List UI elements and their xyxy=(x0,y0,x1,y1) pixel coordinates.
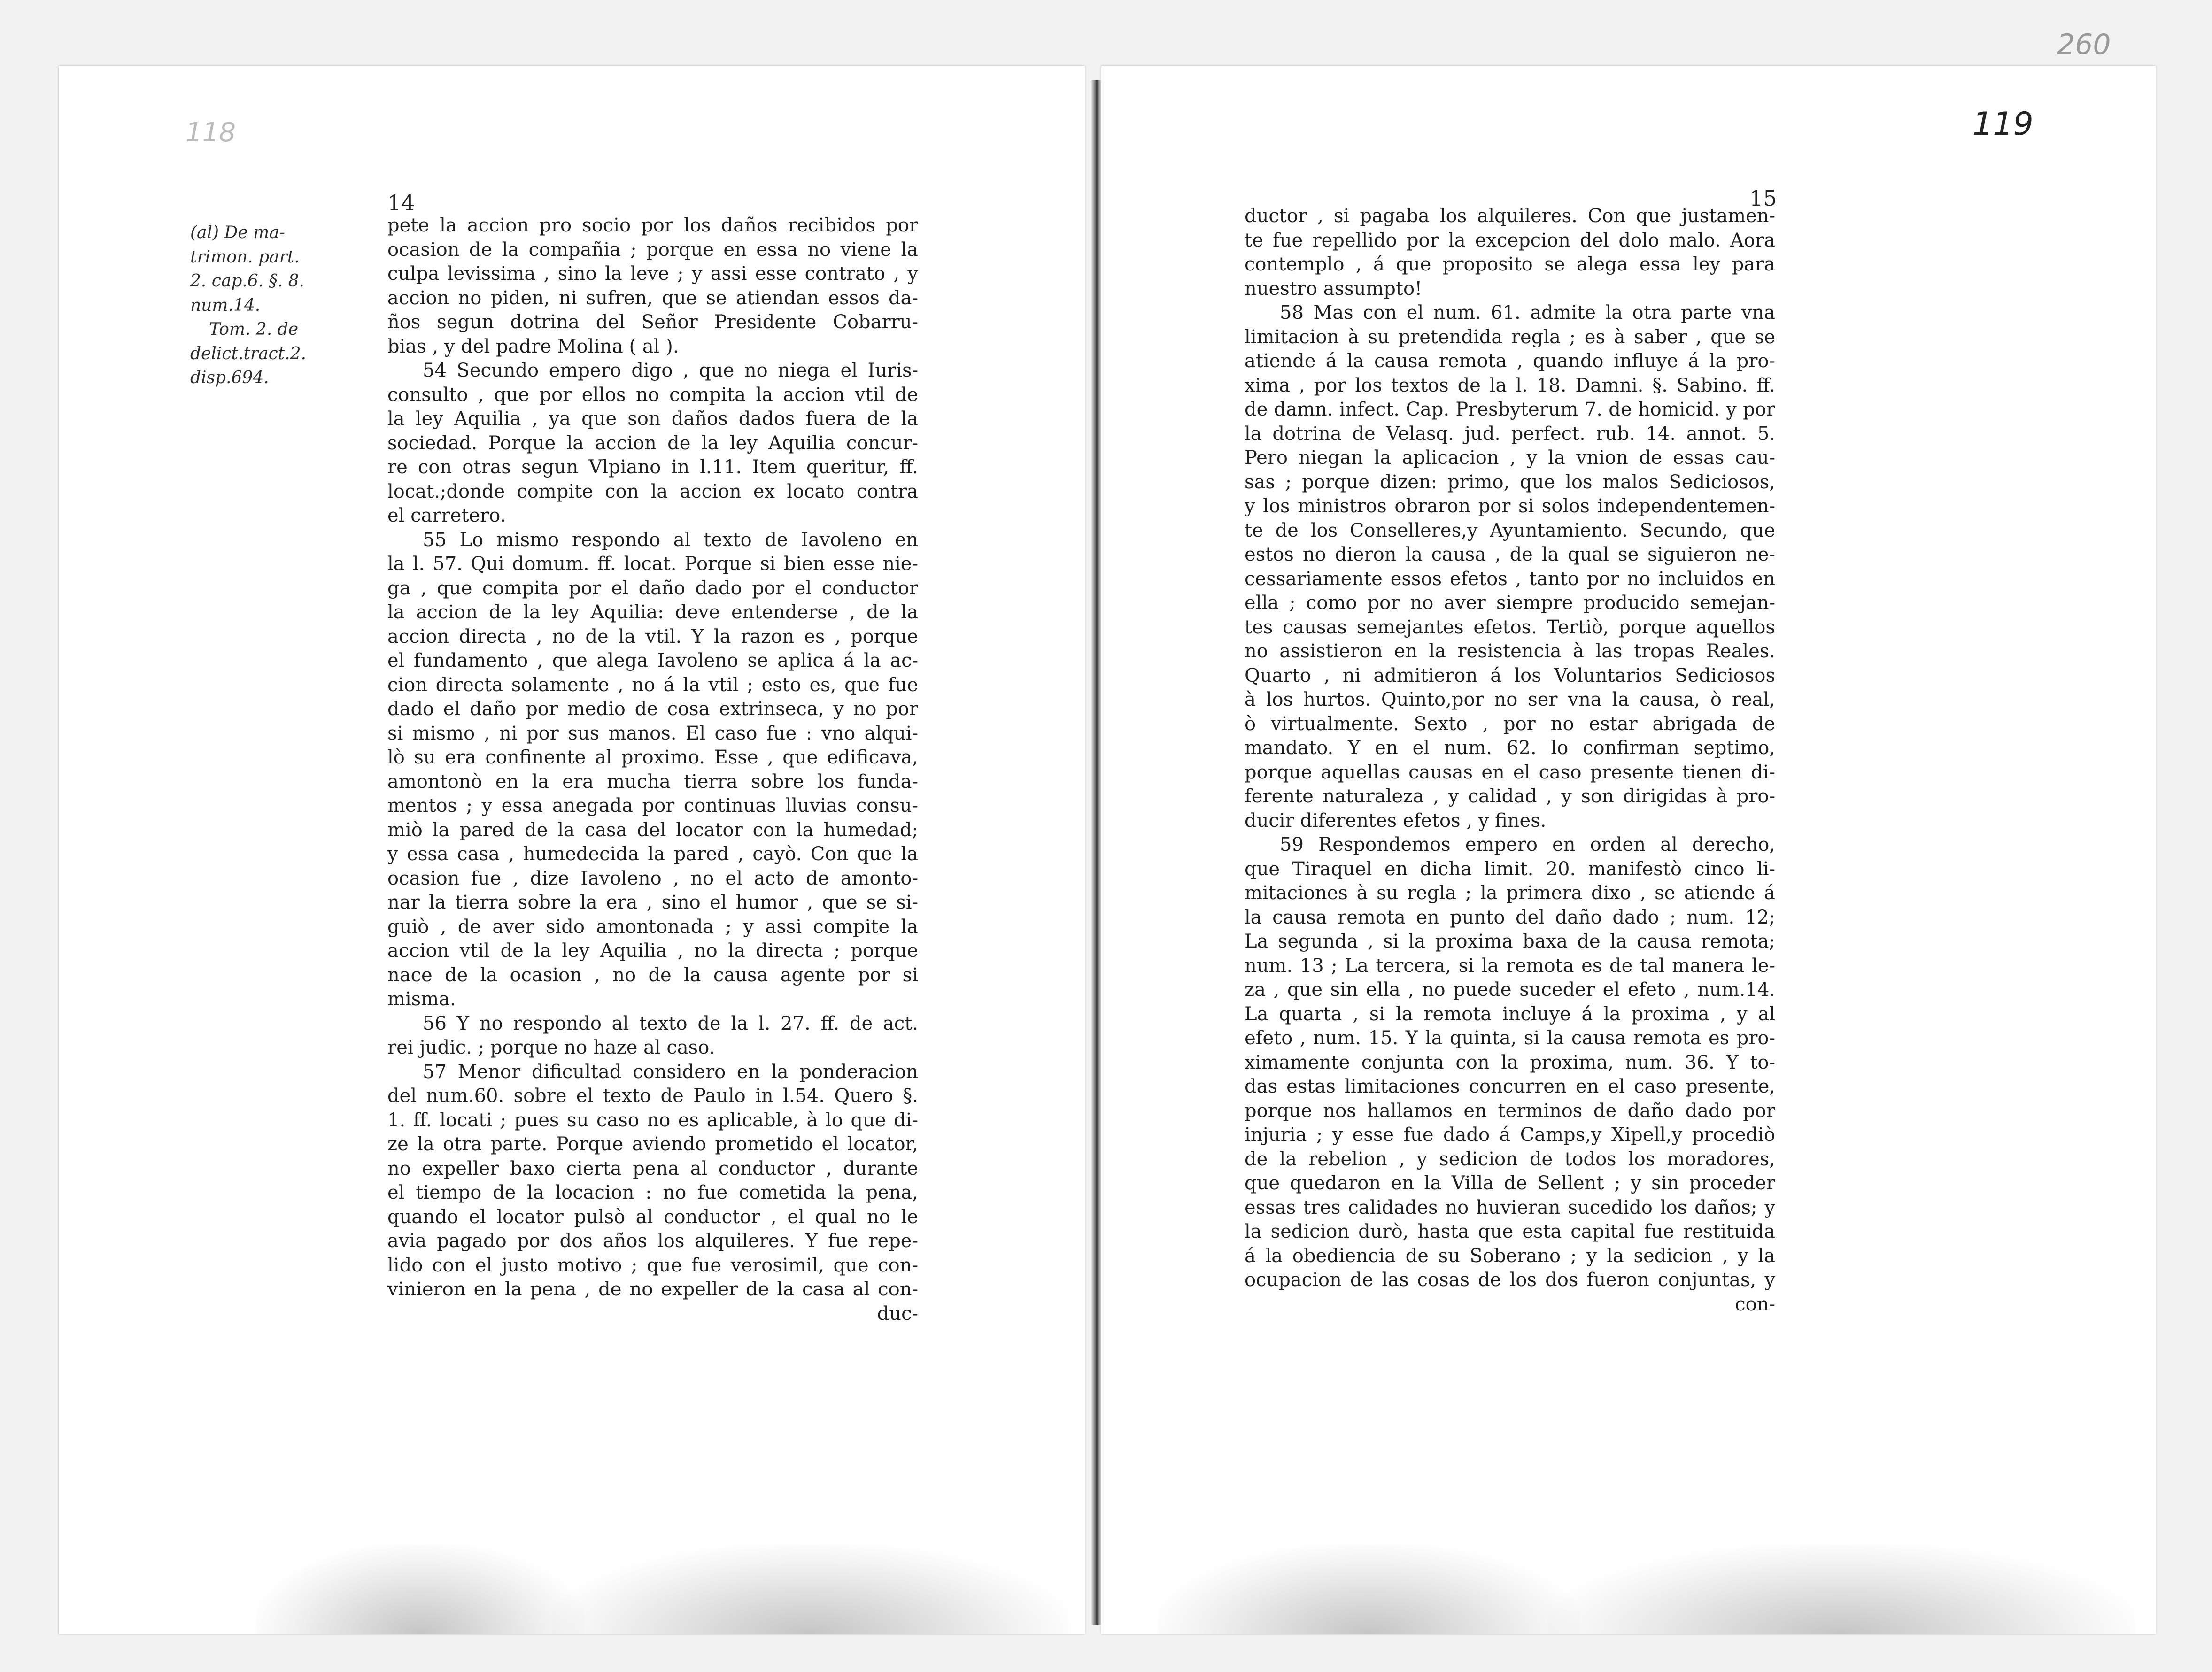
catchword: con- xyxy=(1735,1293,1775,1315)
text-line: que quedaron en la Villa de Sellent ; y sin proceder xyxy=(1245,1172,1775,1194)
text-line: à los hurtos. Quinto,por no ser vna la causa, ò real, xyxy=(1245,689,1775,710)
text-line: essas tres calidades no huvieran sucedido los daños; y xyxy=(1245,1196,1775,1218)
text-line: la l. 57. Qui domum. ff. locat. Porque si bien esse nie- xyxy=(387,553,918,575)
text-line: bias , y del padre Molina ( al ). xyxy=(387,335,679,357)
paragraph-start-line: 54 Secundo empero digo , que no niega el Iuris- xyxy=(423,360,918,381)
text-line: ducir diferentes efetos , y fines. xyxy=(1245,809,1547,832)
text-line: culpa levissima , sino la leve ; y assi esse contrato , y xyxy=(387,263,918,285)
text-line: ga , que compita por el daño dado por el conductor xyxy=(387,577,918,599)
text-line: accion no piden, ni sufren, que se atiendan essos da- xyxy=(387,287,918,309)
text-line: te de los Conselleres,y Ayuntamiento. Secundo, que xyxy=(1245,519,1775,541)
text-line: que Tiraquel en dicha limit. 20. manifestò cinco li- xyxy=(1245,858,1775,880)
text-line: Pero niegan la aplicacion , y la vnion de essas cau- xyxy=(1245,447,1775,469)
text-line: ductor , si pagaba los alquileres. Con que justamen- xyxy=(1245,205,1775,227)
text-line: La segunda , si la proxima baxa de la causa remota; xyxy=(1245,931,1775,952)
margin-note-line: 2. cap.6. §. 8. xyxy=(190,271,304,291)
text-line: das estas limitaciones concurren en el caso presente, xyxy=(1245,1076,1775,1097)
text-line: cion directa solamente , no á la vtil ; esto es, que fue xyxy=(387,674,918,696)
text-line: locat.;donde compite con la accion ex locato contra xyxy=(387,480,918,502)
text-line: si mismo , ni por sus manos. El caso fue : vno alqui- xyxy=(387,722,918,744)
text-line: y los ministros obraron por si solos independentemen- xyxy=(1245,495,1775,517)
margin-note-line: (al) De ma- xyxy=(190,223,285,242)
text-line: za , que sin ella , no puede suceder el efeto , num.14. xyxy=(1245,979,1775,1001)
text-line: la sedicion durò, hasta que esta capital fue restituida xyxy=(1245,1221,1775,1242)
text-line: á la obediencia de su Soberano ; y la sedicion , y la xyxy=(1245,1245,1775,1267)
text-line: 1. ff. locati ; pues su caso no es aplicable, à lo que di- xyxy=(387,1109,918,1131)
text-line: el tiempo de la locacion : no fue cometida la pena, xyxy=(387,1182,918,1203)
text-line: accion vtil de la ley Aquilia , no la directa ; porque xyxy=(387,940,918,962)
text-line: lò su era confinente al proximo. Esse , que edificava, xyxy=(387,747,918,768)
text-line: misma. xyxy=(387,988,456,1010)
text-line: nar la tierra sobre la era , sino el humor , que se si- xyxy=(387,892,918,913)
paragraph-start-line: 56 Y no respondo al texto de la l. 27. ff. de act. xyxy=(423,1012,918,1034)
right-page-number: 15 xyxy=(1749,185,1777,211)
text-line: pete la accion pro socio por los daños recibidos por xyxy=(387,215,918,236)
water-stain xyxy=(1547,1545,2135,1634)
catchword: duc- xyxy=(877,1302,918,1325)
margin-note-line: Tom. 2. de xyxy=(209,320,299,339)
text-line: miò la pared de la casa del locator con la humedad; xyxy=(387,819,918,841)
text-line: el carretero. xyxy=(387,505,506,526)
text-line: ocupacion de las cosas de los dos fueron conjuntas, y xyxy=(1245,1269,1775,1291)
text-line: accion directa , no de la vtil. Y la razon es , porque xyxy=(387,625,918,647)
water-stain xyxy=(552,1545,1068,1634)
right-archive-number-top: 260 xyxy=(2057,28,2111,61)
text-line: ños segun dotrina del Señor Presidente Cobarru- xyxy=(387,311,918,333)
text-line: re con otras segun Vlpiano in l.11. Item queritur, ff. xyxy=(387,456,918,478)
text-line: nace de la ocasion , no de la causa agente por si xyxy=(387,964,918,986)
text-line: ocasion de la compañia ; porque en essa no viene la xyxy=(387,239,918,261)
left-archive-number: 118 xyxy=(186,117,236,148)
text-line: avia pagado por dos años los alquileres. Y fue repe- xyxy=(387,1230,918,1252)
left-page-text xyxy=(387,214,918,1326)
text-line: del num.60. sobre el texto de Paulo in l.54. Quero §. xyxy=(387,1085,918,1107)
text-line: porque aquellas causas en el caso presente tienen di- xyxy=(1245,761,1775,783)
text-line: ze la otra parte. Porque aviendo prometido el locator, xyxy=(387,1133,918,1155)
text-line: no assistieron en la resistencia à las tropas Reales. xyxy=(1245,640,1775,662)
text-line: cessariamente essos efetos , tanto por no incluidos en xyxy=(1245,568,1775,590)
text-line: contemplo , á que proposito se alega essa ley para xyxy=(1245,254,1775,275)
paragraph-start-line: 59 Respondemos empero en orden al derecho, xyxy=(1280,834,1775,855)
text-line: porque nos hallamos en terminos de daño dado por xyxy=(1245,1100,1775,1122)
right-archive-number: 119 xyxy=(1972,106,2034,143)
text-line: consulto , que por ellos no compita la accion vtil de xyxy=(387,384,918,406)
text-line: injuria ; y esse fue dado á Camps,y Xipell,y procediò xyxy=(1245,1124,1775,1146)
text-line: de la rebelion , y sedicion de todos los moradores, xyxy=(1245,1148,1775,1170)
text-line: amontonò en la era mucha tierra sobre los funda- xyxy=(387,771,918,793)
margin-note-line: num.14. xyxy=(190,295,261,315)
text-line: tes causas semejantes efetos. Tertiò, porque aquellos xyxy=(1245,616,1775,638)
text-line: estos no dieron la causa , de la qual se siguieron ne- xyxy=(1245,544,1775,565)
text-line: la dotrina de Velasq. jud. perfect. rub. 14. annot. 5. xyxy=(1245,423,1775,445)
text-line: xima , por los textos de la l. 18. Damni. §. Sabino. ff. xyxy=(1245,374,1775,396)
paragraph-start-line: 58 Mas con el num. 61. admite la otra parte vna xyxy=(1280,302,1775,324)
margin-note-line: delict.tract.2. xyxy=(190,344,307,363)
text-line: no expeller baxo cierta pena al conductor , durante xyxy=(387,1157,918,1179)
text-line: quando el locator pulsò al conductor , el qual no le xyxy=(387,1206,918,1228)
water-stain xyxy=(1158,1545,1580,1634)
book-spine xyxy=(1091,80,1102,1625)
text-line: sas ; porque dizen: primo, que los malos Sediciosos, xyxy=(1245,471,1775,493)
text-line: atiende á la causa remota , quando influye á la pro- xyxy=(1245,350,1775,372)
text-line: dado el daño por medio de cosa extrinseca, y no por xyxy=(387,698,918,720)
text-line: la ley Aquilia , ya que son daños dados fuera de la xyxy=(387,408,918,430)
text-line: lido con el justo motivo ; que fue verosimil, que con- xyxy=(387,1254,918,1276)
text-line: guiò , de aver sido amontonada ; y assi compite la xyxy=(387,916,918,938)
text-line: ferente naturaleza , y calidad , y son dirigidas à pro- xyxy=(1245,786,1775,807)
water-stain xyxy=(256,1545,585,1634)
text-line: limitacion à su pretendida regla ; es à saber , que se xyxy=(1245,326,1775,348)
text-line: ximamente conjunta con la proxima, num. 36. Y to- xyxy=(1245,1051,1775,1073)
right-page-text xyxy=(1245,204,1775,1317)
margin-note-line: disp.694. xyxy=(190,368,269,387)
paragraph-start-line: 55 Lo mismo respondo al texto de Iavoleno en xyxy=(423,529,918,551)
text-line: vinieron en la pena , de no expeller de la casa al con- xyxy=(387,1279,918,1300)
text-line: te fue repellido por la excepcion del dolo malo. Aora xyxy=(1245,229,1775,251)
margin-note xyxy=(190,221,355,390)
text-line: ella ; como por no aver siempre producido semejan- xyxy=(1245,592,1775,614)
text-line: mandato. Y en el num. 62. lo confirman septimo, xyxy=(1245,737,1775,759)
text-line: la causa remota en punto del daño dado ; num. 12; xyxy=(1245,906,1775,928)
text-line: efeto , num. 15. Y la quinta, si la causa remota es pro- xyxy=(1245,1027,1775,1049)
text-line: Quarto , ni admitieron á los Voluntarios Sediciosos xyxy=(1245,664,1775,686)
paragraph-start-line: 57 Menor dificultad considero en la ponderacion xyxy=(423,1061,918,1083)
text-line: ò virtualmente. Sexto , por no estar abrigada de xyxy=(1245,713,1775,735)
text-line: de damn. infect. Cap. Presbyterum 7. de homicid. y por xyxy=(1245,399,1775,420)
text-line: mentos ; y essa anegada por continuas lluvias consu- xyxy=(387,795,918,817)
text-line: La quarta , si la remota incluye á la proxima , y al xyxy=(1245,1003,1775,1025)
text-line: el fundamento , que alega Iavoleno se aplica á la ac- xyxy=(387,650,918,671)
text-line: y essa casa , humedecida la pared , cayò. Con que la xyxy=(387,843,918,865)
text-line: mitaciones à su regla ; la primera dixo , se atiende á xyxy=(1245,882,1775,904)
text-line: la accion de la ley Aquilia: deve entenderse , de la xyxy=(387,601,918,623)
left-page-number: 14 xyxy=(387,190,415,216)
text-line: sociedad. Porque la accion de la ley Aquilia concur- xyxy=(387,432,918,454)
margin-note-line: trimon. part. xyxy=(190,247,300,267)
text-line: rei judic. ; porque no haze al caso. xyxy=(387,1037,715,1058)
text-line: num. 13 ; La tercera, si la remota es de tal manera le- xyxy=(1245,955,1775,977)
text-line: nuestro assumpto! xyxy=(1245,277,1423,300)
text-line: ocasion fue , dize Iavoleno , no el acto de amonto- xyxy=(387,867,918,889)
